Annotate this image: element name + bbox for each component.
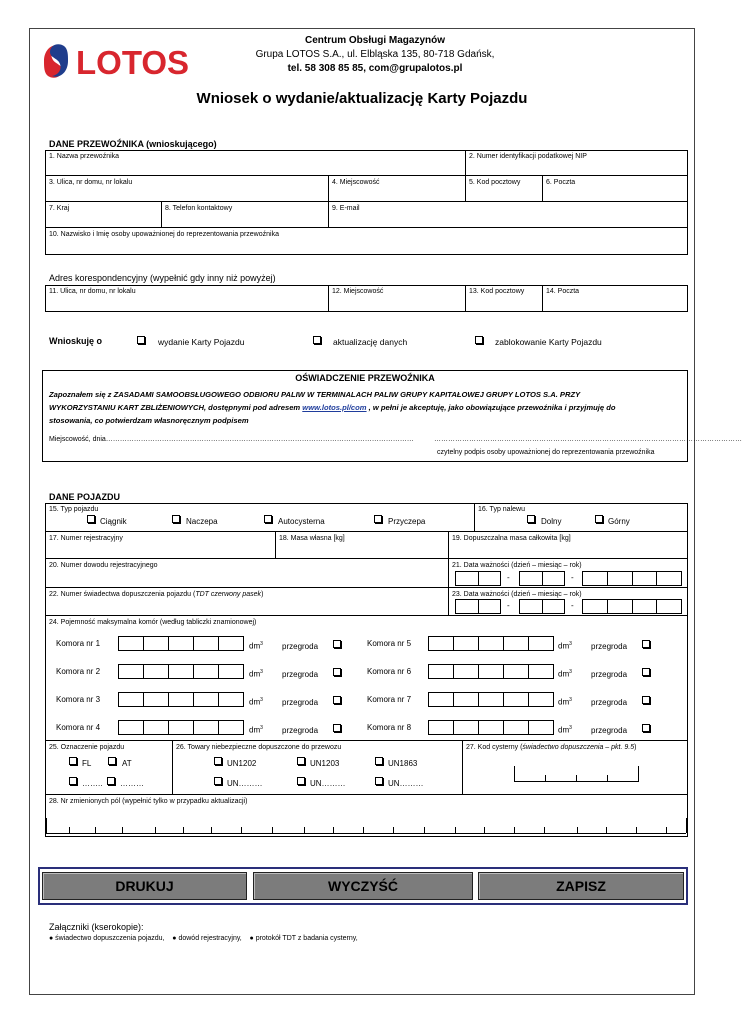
un1202-label: UN1202 (227, 759, 257, 768)
option-issue-card: wydanie Karty Pojazdu (158, 337, 245, 347)
checkbox-other-2[interactable] (107, 777, 115, 785)
checkbox-partition-7[interactable] (642, 696, 650, 704)
checkbox-partition-3[interactable] (333, 696, 341, 704)
field-date-23: 23. Data ważności (dzień – miesiąc – rok) (452, 591, 582, 598)
partition-label: przegroda (282, 670, 319, 679)
logo-text: LOTOS (76, 44, 190, 81)
checkbox-issue-card[interactable] (137, 336, 145, 344)
loading-bottom: Dolny (541, 517, 562, 526)
tank-code-note: świadectwo dopuszczenia – pkt. 9.5 (522, 744, 635, 751)
chamber-3-label: Komora nr 3 (56, 695, 101, 704)
company-address: Grupa LOTOS S.A., ul. Elbląska 135, 80-718 Gdańsk, (255, 49, 495, 60)
place-date-field[interactable]: Miejscowość, dnia…………………………………………………………………………………………………………………… (49, 436, 414, 443)
checkbox-block-card[interactable] (475, 336, 483, 344)
checkbox-other-1[interactable] (69, 777, 77, 785)
changed-field-tick (424, 827, 425, 833)
changed-field-tick (69, 827, 70, 833)
checkbox-un-other-1[interactable] (214, 777, 222, 785)
checkbox-partition-1[interactable] (333, 640, 341, 648)
unit: dm (558, 725, 570, 735)
unit: dm (249, 697, 261, 707)
changed-field-tick (95, 827, 96, 833)
loading-top: Górny (608, 517, 630, 526)
field-tank-code[interactable]: 27. Kod cysterny ( (466, 744, 523, 751)
partition-label: przegroda (282, 642, 319, 651)
declaration-line-3: stosowania, co potwierdzam własnoręcznym podpisem (49, 416, 249, 425)
un-other-1[interactable]: UN……… (227, 779, 263, 788)
field-carrier-name[interactable]: 1. Nazwa przewoźnika (49, 153, 120, 160)
checkbox-un1863[interactable] (375, 757, 383, 765)
unit: dm (249, 669, 261, 679)
field-vehicle-marking: 25. Oznaczenie pojazdu (49, 744, 125, 751)
chamber-2-input[interactable] (118, 664, 244, 679)
checkbox-tractor[interactable] (87, 515, 95, 523)
chamber-8-label: Komora nr 8 (367, 723, 412, 732)
checkbox-partition-8[interactable] (642, 724, 650, 732)
vehicle-heading: DANE POJAZDU (49, 492, 121, 502)
company-contact: tel. 58 308 85 85, com@grupalotos.pl (287, 63, 463, 74)
date-23-day[interactable] (455, 599, 501, 614)
type-tanker: Autocysterna (278, 517, 325, 526)
changed-field-tick (686, 818, 687, 833)
option-update-data: aktualizację danych (333, 337, 408, 347)
field-date-21: 21. Data ważności (dzień – miesiąc – rok) (452, 562, 582, 569)
changed-field-tick (183, 827, 184, 833)
type-semitrailer: Naczepa (186, 517, 218, 526)
changed-field-tick (455, 827, 456, 833)
tdt-note: TDT czerwony pasek (195, 591, 262, 598)
partition-label: przegroda (282, 726, 319, 735)
declaration-line-2b: , w pełni je akceptuję, jako obowiązujące przewoźnika i przyjmuję do (366, 403, 616, 412)
field-corr-post[interactable]: 14. Poczta (546, 288, 580, 295)
checkbox-fl[interactable] (69, 757, 77, 765)
checkbox-un-other-2[interactable] (297, 777, 305, 785)
field-own-mass[interactable]: 18. Masa własna [kg] (279, 535, 345, 542)
chamber-5-input[interactable] (428, 636, 554, 651)
unit: dm (558, 669, 570, 679)
field-representative[interactable]: 10. Nazwisko i Imię osoby upoważnionej do reprezentowania przewoźnika (49, 231, 279, 238)
save-button[interactable]: ZAPISZ (478, 872, 684, 900)
signature-caption: czytelny podpis osoby upoważnionej do reprezentowania przewoźnika (437, 449, 655, 456)
unit-sup: 3 (569, 697, 572, 703)
unit-sup: 3 (569, 669, 572, 675)
lotos-logo (40, 40, 200, 82)
field-corr-street[interactable]: 11. Ulica, nr domu, nr lokalu (49, 288, 136, 295)
changed-field-tick (46, 818, 47, 833)
partition-label: przegroda (282, 698, 319, 707)
carrier-heading: DANE PRZEWOŹNIKA (wnioskującego) (49, 139, 217, 149)
changed-field-tick (606, 827, 607, 833)
declaration-line-1: Zapoznałem się z ZASADAMI SAMOOBSŁUGOWEGO ODBIORU PALIW W TERMINALACH PALIW GRUPY KAPITAŁOWEJ GRUPY LOTOS S.A. PRZY (49, 390, 581, 399)
changed-field-tick (544, 827, 545, 833)
field-total-mass[interactable]: 19. Dopuszczalna masa całkowita [kg] (452, 535, 571, 542)
unit-sup: 3 (569, 641, 572, 647)
field-email[interactable]: 9. E-mail (332, 205, 360, 212)
signature-dots: …………………………………………………………………………………………………………………… (434, 436, 742, 443)
changed-field-tick (211, 827, 212, 833)
partition-label: przegroda (591, 670, 628, 679)
changed-field-tick (241, 827, 242, 833)
changed-field-tick (636, 827, 637, 833)
company-name: Centrum Obsługi Magazynów (304, 35, 445, 46)
field-registration[interactable]: 17. Numer rejestracyjny (49, 535, 123, 542)
checkbox-bottom[interactable] (527, 515, 535, 523)
marking-fl: FL (82, 759, 92, 768)
changed-field-tick (122, 827, 123, 833)
field-postcode[interactable]: 5. Kod pocztowy (469, 179, 521, 186)
type-trailer: Przyczepa (388, 517, 426, 526)
field-tdt[interactable]: 22. Numer świadectwa dopuszczenia pojazdu ( (49, 591, 196, 598)
chamber-4-label: Komora nr 4 (56, 723, 101, 732)
chamber-2-label: Komora nr 2 (56, 667, 101, 676)
marking-other-2[interactable]: ……… (120, 779, 144, 788)
unit: dm (558, 641, 570, 651)
attachments-list: ● świadectwo dopuszczenia pojazdu, ● dowód rejestracyjny, ● protokół TDT z badania cysterny, (49, 935, 358, 942)
un1203-label: UN1203 (310, 759, 340, 768)
unit-sup: 3 (260, 669, 263, 675)
marking-other-1[interactable]: …….. (82, 779, 103, 788)
chamber-1-input[interactable] (118, 636, 244, 651)
checkbox-trailer[interactable] (374, 515, 382, 523)
changed-field-tick (272, 827, 273, 833)
chamber-6-input[interactable] (428, 664, 554, 679)
checkbox-semitrailer[interactable] (172, 515, 180, 523)
checkbox-top[interactable] (595, 515, 603, 523)
checkbox-un-other-3[interactable] (375, 777, 383, 785)
chamber-3-input[interactable] (118, 692, 244, 707)
date-21-day[interactable] (455, 571, 501, 586)
chamber-5-label: Komora nr 5 (367, 639, 412, 648)
request-label: Wnioskuję o (49, 336, 103, 346)
changed-field-tick (484, 827, 485, 833)
changed-field-tick (304, 827, 305, 833)
chamber-4-input[interactable] (118, 720, 244, 735)
field-nip[interactable]: 2. Numer identyfikacji podatkowej NIP (469, 153, 587, 160)
partition-label: przegroda (591, 698, 628, 707)
changed-field-tick (333, 827, 334, 833)
field-phone[interactable]: 8. Telefon kontaktowy (165, 205, 233, 212)
correspondence-heading: Adres korespondencyjny (wypełnić gdy inny niż powyżej) (49, 273, 276, 283)
option-block-card: zablokowanie Karty Pojazdu (495, 337, 602, 347)
declaration-heading: OŚWIADCZENIE PRZEWOŹNIKA (295, 373, 435, 383)
marking-at: AT (122, 759, 132, 768)
un-other-2[interactable]: UN……… (310, 779, 346, 788)
changed-field-tick (666, 827, 667, 833)
field-country[interactable]: 7. Kraj (49, 205, 70, 212)
unit-sup: 3 (569, 725, 572, 731)
field-reg-doc[interactable]: 20. Numer dowodu rejestracyjnego (49, 562, 158, 569)
field-corr-postcode[interactable]: 13. Kod pocztowy (469, 288, 525, 295)
chamber-8-input[interactable] (428, 720, 554, 735)
field-changed-fields: 28. Nr zmienionych pól (wypełnić tylko w przypadku aktualizacji) (49, 798, 248, 805)
dash: - (507, 573, 510, 582)
date-21-month[interactable] (519, 571, 565, 586)
type-tractor: Ciągnik (100, 517, 127, 526)
page-title: Wniosek o wydanie/aktualizację Karty Pojazdu (196, 90, 528, 107)
declaration-line-2a: WYKORZYSTANIU KART ZBLIŻENIOWYCH, dostępnymi pod adresem (49, 403, 303, 412)
chamber-7-label: Komora nr 7 (367, 695, 412, 704)
attachments-heading: Załączniki (kserokopie): (49, 922, 144, 932)
field-post[interactable]: 6. Poczta (546, 179, 576, 186)
checkbox-partition-4[interactable] (333, 724, 341, 732)
field-corr-city[interactable]: 12. Miejscowość (332, 288, 384, 295)
checkbox-at[interactable] (108, 757, 116, 765)
unit-sup: 3 (260, 697, 263, 703)
field-dangerous-goods: 26. Towary niebezpieczne dopuszczone do przewozu (176, 744, 342, 751)
un1863-label: UN1863 (388, 759, 418, 768)
un-other-3[interactable]: UN……… (388, 779, 424, 788)
unit-sup: 3 (260, 725, 263, 731)
changed-field-tick (393, 827, 394, 833)
changed-field-tick (514, 827, 515, 833)
changed-field-tick (577, 827, 578, 833)
chamber-6-label: Komora nr 6 (367, 667, 412, 676)
partition-label: przegroda (591, 726, 628, 735)
checkbox-partition-2[interactable] (333, 668, 341, 676)
unit-sup: 3 (260, 641, 263, 647)
changed-field-tick (363, 827, 364, 833)
unit: dm (249, 641, 261, 651)
date-23-month[interactable] (519, 599, 565, 614)
checkbox-partition-6[interactable] (642, 668, 650, 676)
changed-field-tick (155, 827, 156, 833)
unit: dm (249, 725, 261, 735)
carrier-table (45, 150, 688, 255)
chamber-7-input[interactable] (428, 692, 554, 707)
checkbox-tanker[interactable] (264, 515, 272, 523)
field-loading-type: 16. Typ nalewu (478, 506, 525, 513)
clear-button[interactable]: WYCZYŚĆ (253, 872, 473, 900)
print-button[interactable]: DRUKUJ (42, 872, 247, 900)
tank-code-paren: ) (634, 744, 637, 751)
checkbox-partition-5[interactable] (642, 640, 650, 648)
partition-label: przegroda (591, 642, 628, 651)
lotos-link[interactable]: www.lotos.pl/com (302, 403, 367, 412)
chamber-1-label: Komora nr 1 (56, 639, 101, 648)
date-21-year[interactable] (582, 571, 682, 586)
date-23-year[interactable] (582, 599, 682, 614)
unit: dm (558, 697, 570, 707)
tdt-paren: ) (261, 591, 264, 598)
dash: - (507, 601, 510, 610)
checkbox-un1203[interactable] (297, 757, 305, 765)
dash: - (571, 601, 574, 610)
dash: - (571, 573, 574, 582)
field-vehicle-type: 15. Typ pojazdu (49, 506, 99, 513)
field-street[interactable]: 3. Ulica, nr domu, nr lokalu (49, 179, 133, 186)
checkbox-update-data[interactable] (313, 336, 321, 344)
field-capacity: 24. Pojemność maksymalna komór (według tabliczki znamionowej) (49, 619, 257, 626)
checkbox-un1202[interactable] (214, 757, 222, 765)
field-city[interactable]: 4. Miejscowość (332, 179, 380, 186)
